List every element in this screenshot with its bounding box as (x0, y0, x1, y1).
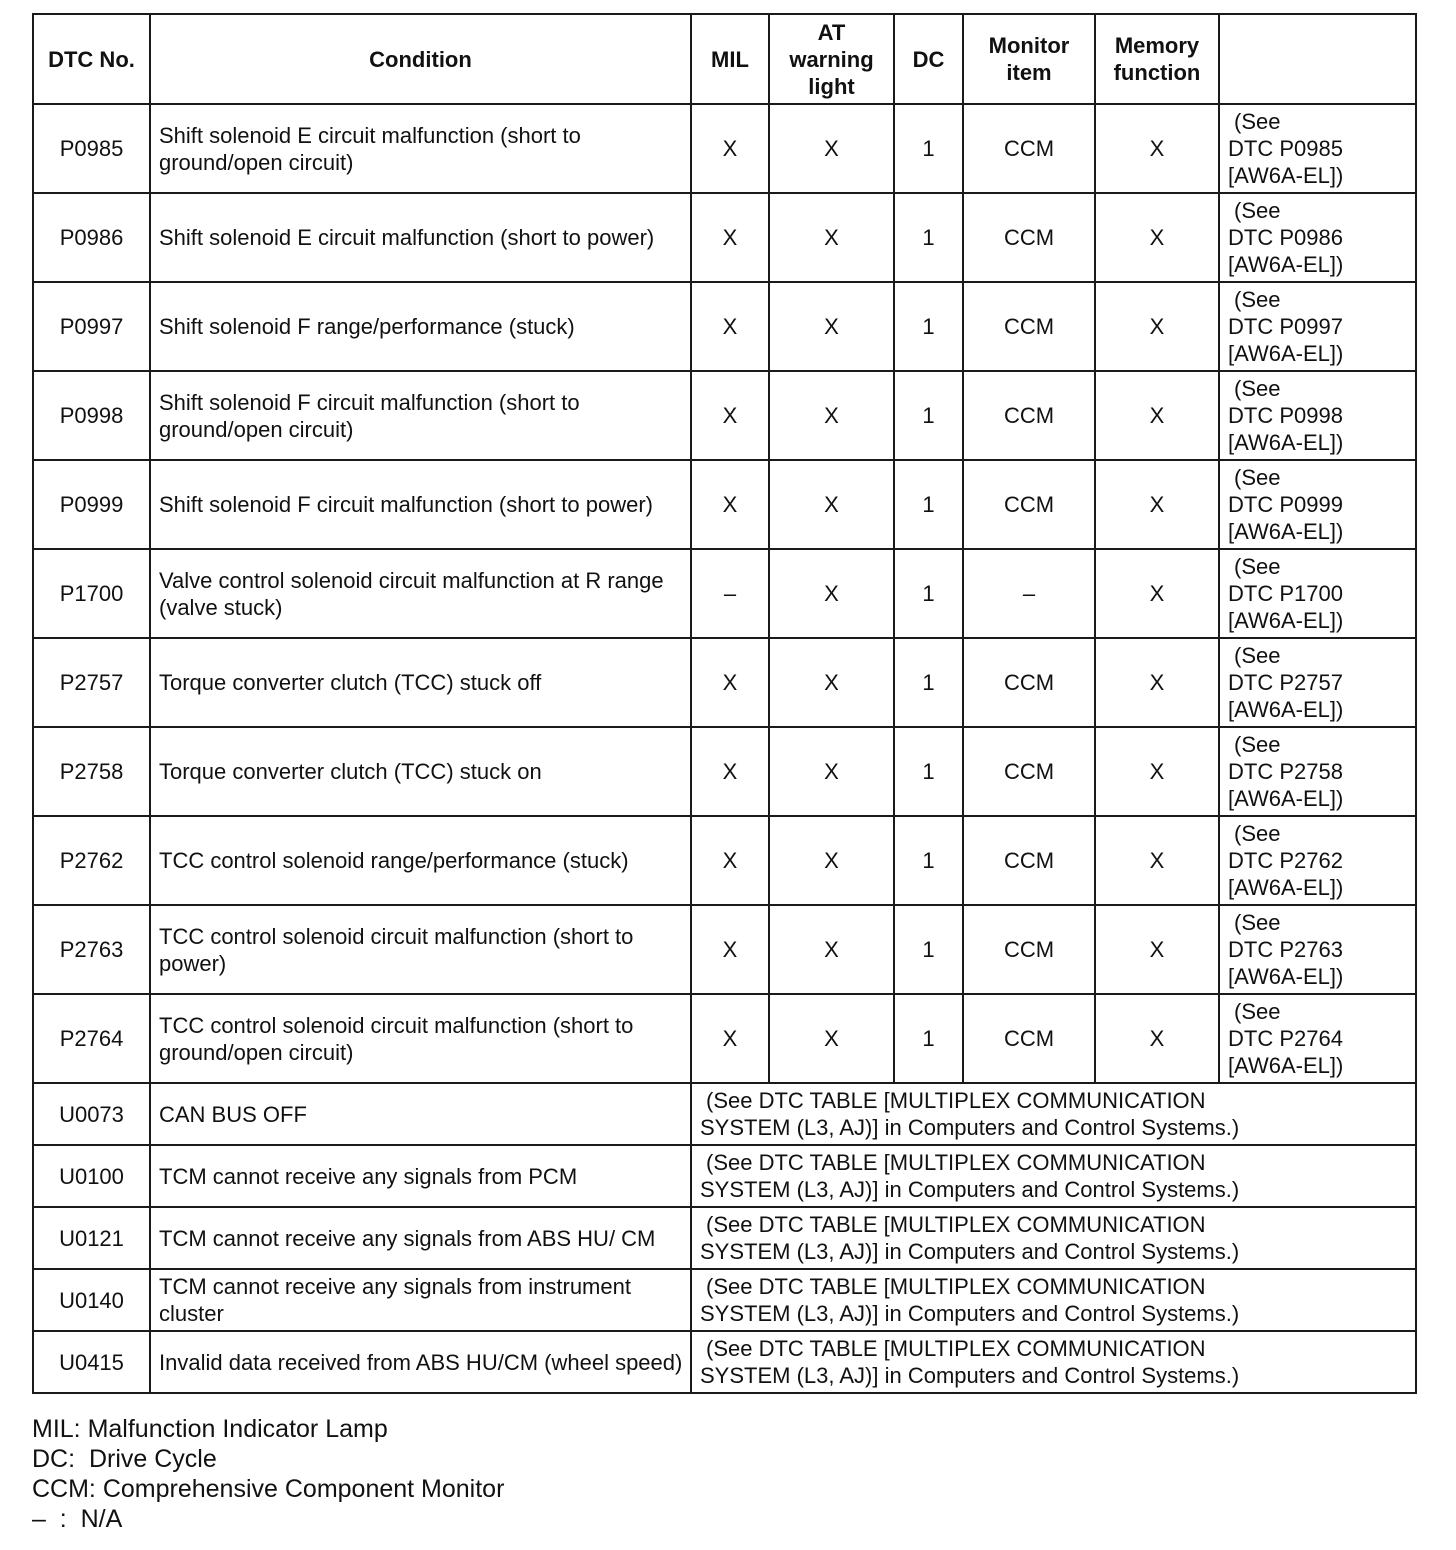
dtc-code: U0121 (33, 1207, 150, 1269)
reference-system: [AW6A-EL]) (1228, 875, 1344, 900)
condition: Torque converter clutch (TCC) stuck off (150, 638, 691, 727)
legend-na: – : N/A (32, 1505, 123, 1533)
reference-see: (See (1234, 287, 1281, 312)
reference-system: [AW6A-EL]) (1228, 341, 1344, 366)
dc-value: 1 (894, 371, 963, 460)
reference-line-1: (See DTC TABLE [MULTIPLEX COMMUNICATION (706, 1274, 1206, 1299)
reference-dtc: DTC P2757 (1228, 670, 1343, 695)
memory-function-value: X (1095, 816, 1219, 905)
dc-value: 1 (894, 104, 963, 193)
table-row (33, 905, 1416, 994)
reference-see: (See (1234, 910, 1281, 935)
reference-line-1: (See DTC TABLE [MULTIPLEX COMMUNICATION (706, 1336, 1206, 1361)
reference-dtc: DTC P1700 (1228, 581, 1343, 606)
dtc-code: P1700 (33, 549, 150, 638)
condition: Shift solenoid E circuit malfunction (short to power) (150, 193, 691, 282)
reference-line-2: SYSTEM (L3, AJ)] in Computers and Control Systems.) (700, 1177, 1240, 1202)
reference-cell (1219, 905, 1416, 994)
mil-value: – (691, 549, 769, 638)
dtc-code: U0100 (33, 1145, 150, 1207)
header-reference (1219, 14, 1416, 104)
condition: Torque converter clutch (TCC) stuck on (150, 727, 691, 816)
dtc-code: P2757 (33, 638, 150, 727)
mil-value: X (691, 460, 769, 549)
table-row (33, 1269, 1416, 1331)
monitor-item-value: CCM (963, 727, 1095, 816)
condition: Valve control solenoid circuit malfunction at R range (valve stuck) (150, 549, 691, 638)
dtc-code: U0415 (33, 1331, 150, 1393)
memory-function-value: X (1095, 371, 1219, 460)
table-row (33, 549, 1416, 638)
reference-cell (691, 1145, 1416, 1207)
mil-value: X (691, 104, 769, 193)
reference-dtc: DTC P2763 (1228, 937, 1343, 962)
dtc-code: P2763 (33, 905, 150, 994)
reference-see: (See (1234, 109, 1281, 134)
table-row (33, 994, 1416, 1083)
condition: TCC control solenoid circuit malfunction (short to ground/open circuit) (150, 994, 691, 1083)
condition: TCM cannot receive any signals from PCM (150, 1145, 691, 1207)
header-monitor-item: Monitor item (963, 14, 1095, 104)
table-row (33, 371, 1416, 460)
reference-dtc: DTC P2764 (1228, 1026, 1343, 1051)
reference-line-2: SYSTEM (L3, AJ)] in Computers and Control Systems.) (700, 1115, 1240, 1140)
mil-value: X (691, 371, 769, 460)
header-dtc-no: DTC No. (33, 14, 150, 104)
dtc-code: P0985 (33, 104, 150, 193)
reference-system: [AW6A-EL]) (1228, 519, 1344, 544)
dc-value: 1 (894, 460, 963, 549)
legend-mil: MIL: Malfunction Indicator Lamp (32, 1415, 388, 1443)
table-row (33, 727, 1416, 816)
reference-system: [AW6A-EL]) (1228, 163, 1344, 188)
dtc-code: P0998 (33, 371, 150, 460)
condition: Shift solenoid F circuit malfunction (short to ground/open circuit) (150, 371, 691, 460)
monitor-item-value: CCM (963, 905, 1095, 994)
at-warning-value: X (769, 905, 894, 994)
dtc-code: U0073 (33, 1083, 150, 1145)
condition: CAN BUS OFF (150, 1083, 691, 1145)
reference-cell (1219, 282, 1416, 371)
header-row (33, 14, 1416, 104)
at-warning-value: X (769, 638, 894, 727)
reference-system: [AW6A-EL]) (1228, 1053, 1344, 1078)
dc-value: 1 (894, 816, 963, 905)
memory-function-value: X (1095, 638, 1219, 727)
reference-system: [AW6A-EL]) (1228, 786, 1344, 811)
reference-cell (1219, 549, 1416, 638)
reference-system: [AW6A-EL]) (1228, 608, 1344, 633)
dc-value: 1 (894, 193, 963, 282)
at-warning-value: X (769, 193, 894, 282)
table-row (33, 1207, 1416, 1269)
memory-function-value: X (1095, 727, 1219, 816)
reference-see: (See (1234, 554, 1281, 579)
legend (32, 1414, 504, 1534)
monitor-item-value: CCM (963, 193, 1095, 282)
at-warning-value: X (769, 104, 894, 193)
dc-value: 1 (894, 994, 963, 1083)
table-row (33, 104, 1416, 193)
dtc-table (32, 13, 1417, 1394)
mil-value: X (691, 193, 769, 282)
reference-system: [AW6A-EL]) (1228, 252, 1344, 277)
monitor-item-value: CCM (963, 816, 1095, 905)
reference-system: [AW6A-EL]) (1228, 430, 1344, 455)
reference-see: (See (1234, 821, 1281, 846)
header-memory-function: Memory function (1095, 14, 1219, 104)
reference-see: (See (1234, 999, 1281, 1024)
condition: TCM cannot receive any signals from instrument cluster (150, 1269, 691, 1331)
mil-value: X (691, 638, 769, 727)
reference-cell (691, 1207, 1416, 1269)
reference-line-2: SYSTEM (L3, AJ)] in Computers and Control Systems.) (700, 1363, 1240, 1388)
table-row (33, 1145, 1416, 1207)
header-condition: Condition (150, 14, 691, 104)
dc-value: 1 (894, 549, 963, 638)
reference-cell (1219, 638, 1416, 727)
reference-cell (1219, 193, 1416, 282)
reference-cell (691, 1331, 1416, 1393)
mil-value: X (691, 994, 769, 1083)
dtc-code: P0999 (33, 460, 150, 549)
reference-line-1: (See DTC TABLE [MULTIPLEX COMMUNICATION (706, 1150, 1206, 1175)
reference-dtc: DTC P0999 (1228, 492, 1343, 517)
reference-dtc: DTC P0986 (1228, 225, 1343, 250)
table-body (33, 104, 1416, 1393)
reference-dtc: DTC P2762 (1228, 848, 1343, 873)
reference-cell (1219, 371, 1416, 460)
condition: Invalid data received from ABS HU/CM (wheel speed) (150, 1331, 691, 1393)
dtc-code: P2758 (33, 727, 150, 816)
reference-dtc: DTC P0985 (1228, 136, 1343, 161)
memory-function-value: X (1095, 549, 1219, 638)
reference-cell (691, 1083, 1416, 1145)
table-row (33, 193, 1416, 282)
legend-ccm: CCM: Comprehensive Component Monitor (32, 1475, 505, 1503)
reference-system: [AW6A-EL]) (1228, 964, 1344, 989)
table-row (33, 282, 1416, 371)
monitor-item-value: CCM (963, 371, 1095, 460)
mil-value: X (691, 727, 769, 816)
memory-function-value: X (1095, 994, 1219, 1083)
monitor-item-value: – (963, 549, 1095, 638)
legend-dc: DC: Drive Cycle (32, 1445, 217, 1473)
at-warning-value: X (769, 460, 894, 549)
dc-value: 1 (894, 905, 963, 994)
header-mil: MIL (691, 14, 769, 104)
mil-value: X (691, 282, 769, 371)
table-row (33, 1083, 1416, 1145)
dc-value: 1 (894, 638, 963, 727)
reference-cell (1219, 460, 1416, 549)
reference-line-2: SYSTEM (L3, AJ)] in Computers and Control Systems.) (700, 1239, 1240, 1264)
condition: TCC control solenoid range/performance (stuck) (150, 816, 691, 905)
at-warning-value: X (769, 549, 894, 638)
memory-function-value: X (1095, 905, 1219, 994)
reference-cell (691, 1269, 1416, 1331)
condition: TCC control solenoid circuit malfunction (short to power) (150, 905, 691, 994)
dtc-code: P0997 (33, 282, 150, 371)
reference-see: (See (1234, 732, 1281, 757)
reference-see: (See (1234, 643, 1281, 668)
memory-function-value: X (1095, 193, 1219, 282)
condition: TCM cannot receive any signals from ABS HU/ CM (150, 1207, 691, 1269)
condition: Shift solenoid E circuit malfunction (short to ground/open circuit) (150, 104, 691, 193)
reference-see: (See (1234, 376, 1281, 401)
condition: Shift solenoid F circuit malfunction (short to power) (150, 460, 691, 549)
condition: Shift solenoid F range/performance (stuck) (150, 282, 691, 371)
reference-dtc: DTC P0998 (1228, 403, 1343, 428)
reference-line-1: (See DTC TABLE [MULTIPLEX COMMUNICATION (706, 1212, 1206, 1237)
header-dc: DC (894, 14, 963, 104)
reference-cell (1219, 816, 1416, 905)
table-row (33, 1331, 1416, 1393)
reference-line-2: SYSTEM (L3, AJ)] in Computers and Control Systems.) (700, 1301, 1240, 1326)
reference-see: (See (1234, 465, 1281, 490)
memory-function-value: X (1095, 282, 1219, 371)
table-row (33, 816, 1416, 905)
mil-value: X (691, 905, 769, 994)
mil-value: X (691, 816, 769, 905)
table-row (33, 460, 1416, 549)
reference-cell (1219, 994, 1416, 1083)
monitor-item-value: CCM (963, 994, 1095, 1083)
reference-dtc: DTC P0997 (1228, 314, 1343, 339)
dtc-code: U0140 (33, 1269, 150, 1331)
table-row (33, 638, 1416, 727)
monitor-item-value: CCM (963, 638, 1095, 727)
at-warning-value: X (769, 816, 894, 905)
reference-dtc: DTC P2758 (1228, 759, 1343, 784)
reference-cell (1219, 727, 1416, 816)
at-warning-value: X (769, 994, 894, 1083)
monitor-item-value: CCM (963, 282, 1095, 371)
at-warning-value: X (769, 371, 894, 460)
monitor-item-value: CCM (963, 104, 1095, 193)
reference-cell (1219, 104, 1416, 193)
dtc-code: P2762 (33, 816, 150, 905)
at-warning-value: X (769, 727, 894, 816)
reference-line-1: (See DTC TABLE [MULTIPLEX COMMUNICATION (706, 1088, 1206, 1113)
memory-function-value: X (1095, 460, 1219, 549)
dtc-code: P0986 (33, 193, 150, 282)
reference-see: (See (1234, 198, 1281, 223)
dtc-code: P2764 (33, 994, 150, 1083)
monitor-item-value: CCM (963, 460, 1095, 549)
at-warning-value: X (769, 282, 894, 371)
dc-value: 1 (894, 727, 963, 816)
dc-value: 1 (894, 282, 963, 371)
header-at-warning-light: AT warning light (769, 14, 894, 104)
reference-system: [AW6A-EL]) (1228, 697, 1344, 722)
memory-function-value: X (1095, 104, 1219, 193)
